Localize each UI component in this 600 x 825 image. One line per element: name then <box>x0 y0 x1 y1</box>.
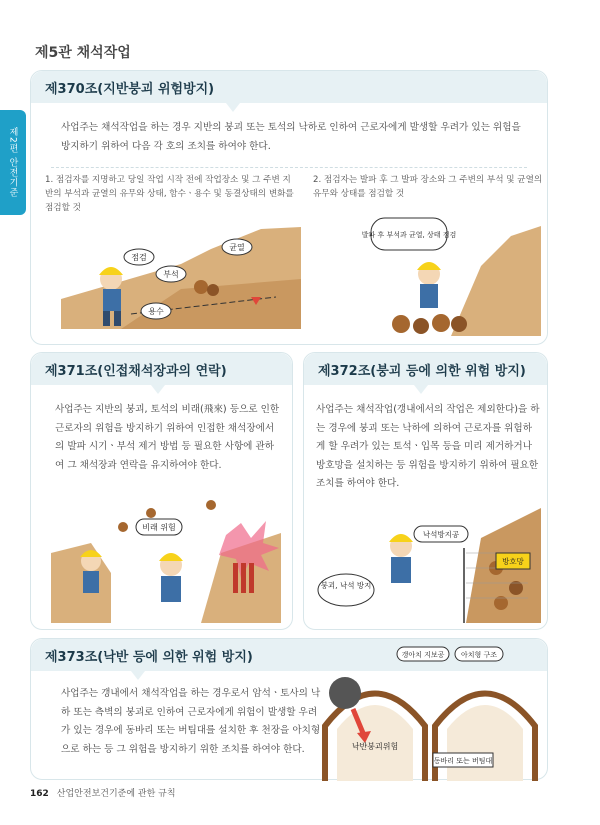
tunnel-support-illustration <box>315 641 545 781</box>
art370-item1: 1. 점검자를 지명하고 당일 작업 시작 전에 작업장소 및 그 주변 지반의 부석과 균열의 유무와 상태, 함수ㆍ용수 및 동결상태의 변화를 점검할 것 <box>45 175 294 213</box>
card-art373 <box>30 638 548 780</box>
label-water: 용수 <box>148 307 164 316</box>
notch <box>414 385 428 394</box>
label-bubble: 발파 후 부석과 균열, 상태 점검 <box>361 231 457 239</box>
label-prop: 동바리 또는 버팀대 <box>433 757 493 765</box>
worker-figure <box>389 534 413 583</box>
art370-title: 제370조(지반붕괴 위험방지) <box>31 71 547 103</box>
section-title: 제5관 채석작업 <box>35 45 131 61</box>
art370-item2: 2. 점검자는 발파 후 그 발파 장소와 그 주변의 부석 및 균열의 유무와 상태를 점검할 것 <box>313 175 543 199</box>
card-art372 <box>303 352 548 630</box>
card-art370 <box>30 70 548 345</box>
art370-body: 사업주는 채석작업을 하는 경우 지반의 붕괴 또는 토석의 낙하로 인하여 근로자에게 발생할 우려가 있는 위험을 방지하기 위하여 다음 각 호의 조치를 하여야 한다. <box>61 122 521 152</box>
side-tab <box>0 110 26 215</box>
worker-figure <box>159 553 183 602</box>
art372-body: 사업주는 채석작업(갱내에서의 작업은 제외한다)을 하는 경우에 붕괴 또는 낙하에 의하여 근로자를 위험하게 할 우려가 있는 토석ㆍ입목 등을 미리 제거하거나 방호망을 설치하는 등 위험을 방지하기 위하여 필요한 조치를 하여야 한다. <box>316 404 540 489</box>
flying-rock-illustration <box>51 493 281 623</box>
notch <box>226 103 240 112</box>
label-fall: 낙반붕괴위험 <box>351 742 399 751</box>
label-net: 방호망 <box>502 557 524 566</box>
label-loose: 부석 <box>163 270 179 279</box>
art372-title: 제372조(붕괴 등에 의한 위험 방지) <box>304 353 547 385</box>
label-collapse: 붕괴, 낙석 방지 <box>320 581 372 590</box>
side-tab-label: 제2편 안전기준 <box>7 127 18 198</box>
card-art371 <box>30 352 293 630</box>
inspection-illustration-right <box>331 206 541 336</box>
divider <box>51 167 527 168</box>
protection-net-illustration <box>316 498 541 623</box>
label-flying: 비래 위험 <box>142 523 176 532</box>
art373-title: 제373조(낙반 등에 의한 위험 방지) <box>31 639 547 671</box>
footer <box>30 786 176 799</box>
inspection-illustration-left <box>61 219 301 334</box>
art371-body: 사업주는 지반의 붕괴, 토석의 비래(飛來) 등으로 인한 근로자의 위험을 방지하기 위하여 인접한 채석장에서의 발파 시기ㆍ부석 제거 방법 등 필요한 사항에 관하여 그 채석장과 연락을 유지하여야 한다. <box>55 404 280 471</box>
worker-figure <box>417 262 441 308</box>
worker-figure <box>80 550 102 593</box>
art373-body: 사업주는 갱내에서 채석작업을 하는 경우로서 암석ㆍ토사의 낙하 또는 측벽의 붕괴로 인하여 근로자에게 위험이 발생할 우려가 있는 경우에 동바리 또는 버팀대를 설치한 후 천장을 아치형으로 하는 등 그 위험을 방지하기 위한 조치를 하여야 한다. <box>61 688 321 755</box>
art371-title: 제371조(인접채석장과의 연락) <box>31 353 292 385</box>
footer-text: 산업안전보건기준에 관한 규칙 <box>56 789 176 799</box>
label-fence: 낙석방지공 <box>422 530 460 539</box>
page-number: 162 <box>30 789 49 799</box>
label-arch: 아치형 구조 <box>460 651 498 659</box>
notch <box>131 671 145 680</box>
label-check: 점검 <box>131 253 147 262</box>
notch <box>151 385 165 394</box>
label-support: 갱아치 지보공 <box>401 651 445 659</box>
label-crack: 균열 <box>229 243 245 252</box>
